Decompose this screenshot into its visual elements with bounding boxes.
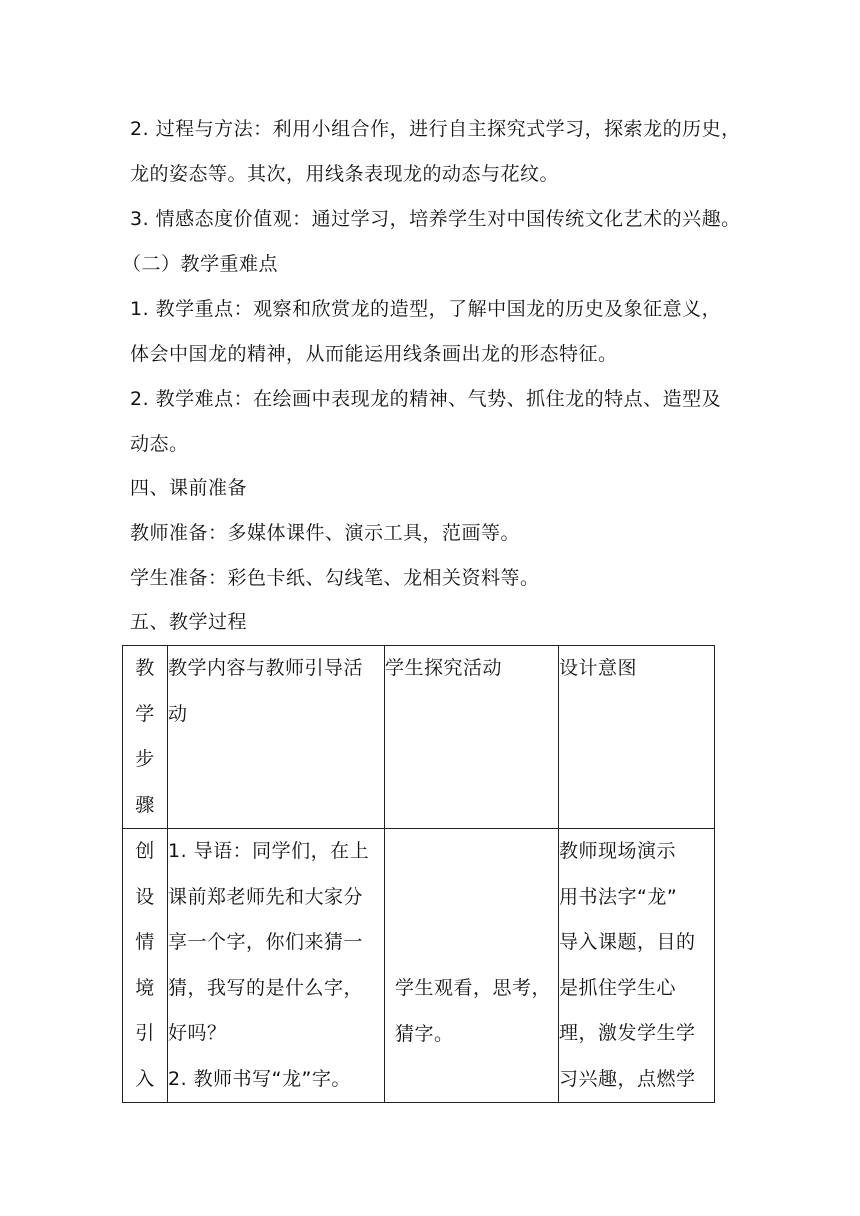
step-cell: 创 设 情 境 引 入	[123, 829, 168, 1103]
key-point-line-2: 体会中国龙的精神，从而能运用线条画出龙的形态特征。	[130, 343, 618, 365]
lesson-process-table	[122, 645, 715, 1103]
key-point-line-1: 1. 教学重点：观察和欣赏龙的造型，了解中国龙的历史及象征意义，	[130, 298, 722, 320]
table-row	[123, 829, 715, 1103]
goal-emotion-line: 3. 情感态度价值观：通过学习，培养学生对中国传统文化艺术的兴趣。	[130, 208, 741, 230]
activity-cell: 学生观看，思考， 猜字。	[385, 829, 559, 1103]
student-preparation-line: 学生准备：彩色卡纸、勾线笔、龙相关资料等。	[130, 567, 540, 589]
content-cell: 1. 导语：同学们，在上 课前郑老师先和大家分 享一个字，你们来猜一 猜，我写的是什么字， 好吗？ 2. 教师书写“龙”字。	[168, 829, 385, 1103]
difficulty-line-2: 动态。	[130, 433, 189, 455]
goal-process-line-1: 2. 过程与方法：利用小组合作，进行自主探究式学习，探索龙的历史，	[130, 118, 741, 140]
section-heading-preparation: 四、课前准备	[130, 477, 248, 499]
difficulty-line-1: 2. 教学难点：在绘画中表现龙的精神、气势、抓住龙的特点、造型及	[130, 388, 722, 410]
header-content-cell: 教学内容与教师引导活 动	[168, 646, 385, 829]
goal-process-line-2: 龙的姿态等。其次，用线条表现龙的动态与花纹。	[130, 163, 560, 185]
intent-cell: 教师现场演示 用书法字“龙” 导入课题，目的 是抓住学生心 理，激发学生学 习兴趣，点燃学	[559, 829, 715, 1103]
header-activity-cell: 学生探究活动	[385, 646, 559, 829]
section-heading-process: 五、教学过程	[130, 611, 248, 633]
header-step-cell: 教 学 步 骤	[123, 646, 168, 829]
section-heading-key-points: （二）教学重难点	[122, 253, 279, 275]
table-header-row	[123, 646, 715, 829]
teacher-preparation-line: 教师准备：多媒体课件、演示工具，范画等。	[130, 522, 521, 544]
header-intent-cell: 设计意图	[559, 646, 715, 829]
